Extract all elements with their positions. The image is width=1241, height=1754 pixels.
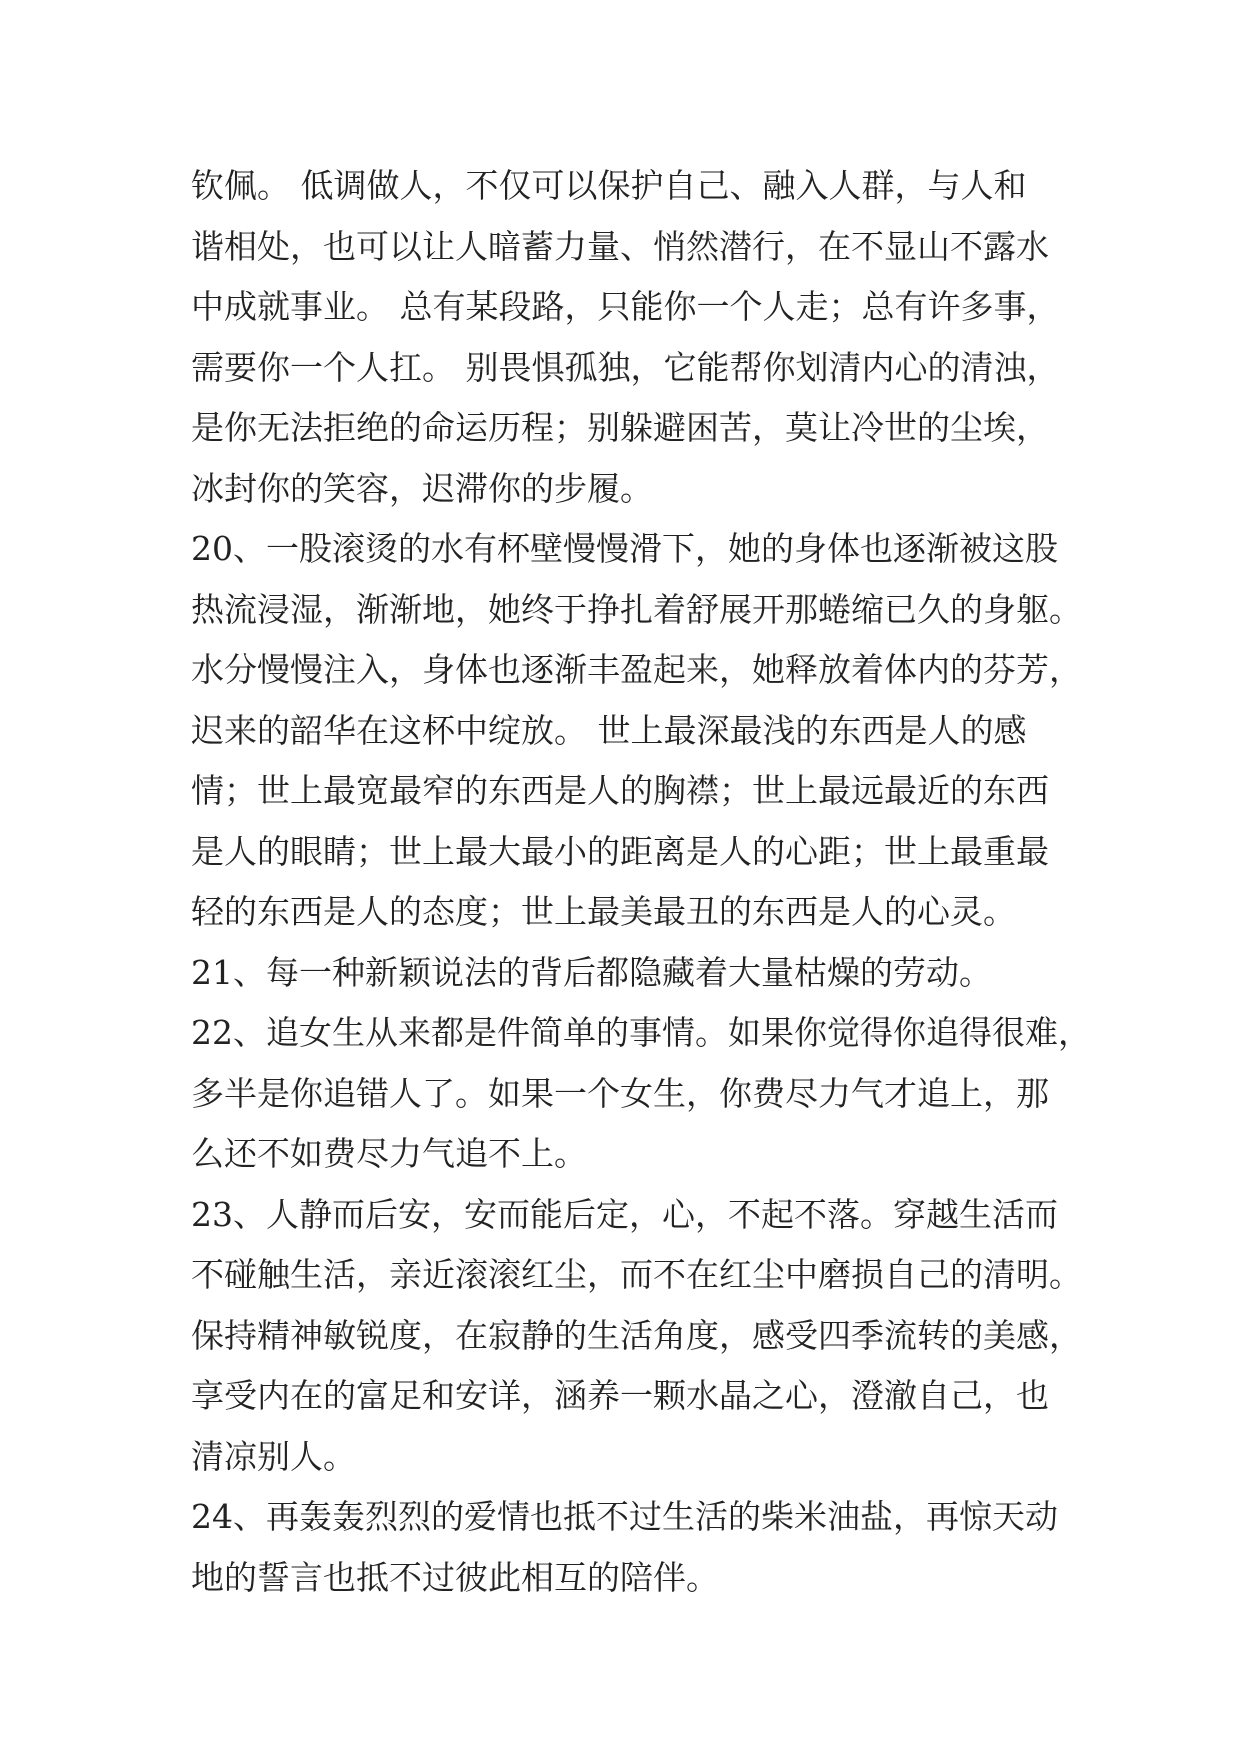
text-line: 23、人静而后安，安而能后定，心，不起不落。穿越生活而 (191, 1194, 1058, 1234)
text-line: 22、追女生从来都是件简单的事情。如果你觉得你追得很难， (191, 1013, 1091, 1052)
text-line: 水分慢慢注入，身体也逐渐丰盈起来，她释放着体内的芬芳， (191, 650, 1082, 689)
text-line: 轻的东西是人的态度；世上最美最丑的东西是人的心灵。 (191, 892, 1016, 931)
text-line: 迟来的韶华在这杯中绽放。 世上最深最浅的东西是人的感 (191, 710, 1027, 750)
text-line: 20、一股滚烫的水有杯壁慢慢滑下，她的身体也逐渐被这股 (191, 529, 1058, 568)
text-line: 清凉别人。 (191, 1436, 356, 1476)
text-line: 钦佩。 低调做人，不仅可以保护自己、融入人群，与人和 (191, 166, 1027, 205)
text-line: 享受内在的富足和安详，涵养一颗水晶之心，澄澈自己，也 (191, 1376, 1049, 1415)
text-line: 地的誓言也抵不过彼此相互的陪伴。 (191, 1557, 719, 1597)
text-line: 中成就事业。 总有某段路，只能你一个人走；总有许多事， (191, 287, 1060, 326)
text-line: 谐相处，也可以让人暗蓄力量、悄然潜行，在不显山不露水 (191, 226, 1049, 266)
text-line: 冰封你的笑容，迟滞你的步履。 (191, 468, 653, 508)
text-line: 热流浸湿，渐渐地，她终于挣扎着舒展开那蜷缩已久的身躯。 (191, 589, 1082, 629)
text-line: 21、每一种新颖说法的背后都隐藏着大量枯燥的劳动。 (191, 952, 992, 992)
text-line: 不碰触生活，亲近滚滚红尘，而不在红尘中磨损自己的清明。 (191, 1255, 1082, 1294)
text-line: 么还不如费尽力气追不上。 (191, 1134, 587, 1173)
text-line: 24、再轰轰烈烈的爱情也抵不过生活的柴米油盐，再惊天动 (191, 1497, 1058, 1536)
text-line: 需要你一个人扛。 别畏惧孤独，它能帮你划清内心的清浊， (191, 347, 1060, 387)
text-line: 情；世上最宽最窄的东西是人的胸襟；世上最远最近的东西 (191, 771, 1049, 810)
text-line: 是人的眼睛；世上最大最小的距离是人的心距；世上最重最 (191, 831, 1049, 871)
document-body (191, 156, 1091, 1608)
text-line: 是你无法拒绝的命运历程；别躲避困苦，莫让冷世的尘埃， (191, 408, 1049, 447)
text-line: 多半是你追错人了。如果一个女生，你费尽力气才追上，那 (191, 1073, 1049, 1113)
text-line: 保持精神敏锐度，在寂静的生活角度，感受四季流转的美感， (191, 1315, 1082, 1355)
